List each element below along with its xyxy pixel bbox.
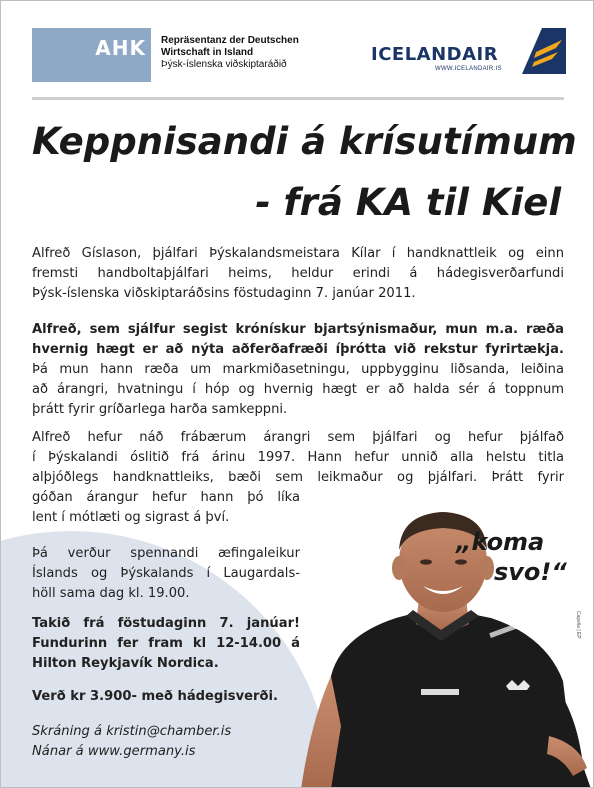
price-paragraph	[32, 687, 278, 707]
icelandair-name: ICELANDAIR	[371, 44, 499, 65]
date-line-2: Fundurinn fer fram kl 12-14.00 á	[32, 636, 300, 651]
achievements-line-3: alþjóðlegs handknattleiks, bæði sem leikmaður og þjálfari. Þrátt fyrir	[32, 470, 564, 485]
icelandair-logo	[371, 28, 566, 78]
intro-line-3: Þýsk-íslenska viðskiptaráðsins föstudaginn 7. janúar 2011.	[32, 286, 416, 301]
photo-credit: Capella | EP	[575, 611, 581, 639]
topics-paragraph	[32, 320, 564, 420]
registration-paragraph	[32, 722, 231, 762]
topics-line-5: þrátt fyrir gríðarlega harða samkeppni.	[32, 402, 288, 417]
registration-website[interactable]: Nánar á www.germany.is	[32, 744, 196, 759]
intro-line-2: fremsti handboltaþjálfari heims, heldur erindi á hádegisverðarfundi	[32, 266, 564, 281]
registration-email[interactable]: Skráning á kristin@chamber.is	[32, 724, 232, 739]
topics-line-4: að árangri, hvatningu í hóp og hvernig hægt er að halda sér á toppnum	[32, 382, 564, 397]
match-paragraph	[32, 544, 300, 604]
quote-line-2: svo!“	[494, 558, 567, 586]
topics-line-3: Þá mun hann ræða um markmiðasetningu, uppbygginu liðsanda, leiðina	[32, 362, 564, 377]
ahk-logo	[32, 28, 151, 82]
match-line-1: Þá verður spennandi æfingaleikur	[32, 546, 300, 561]
intro-paragraph	[32, 244, 564, 304]
page-title-line-1: Keppnisandi á krísutímum	[32, 120, 577, 163]
page-title-line-2: - frá KA til Kiel	[255, 181, 561, 224]
date-line-3: Hilton Reykjavík Nordica.	[32, 656, 219, 671]
match-line-3: höll sama dag kl. 19.00.	[32, 586, 190, 601]
quote	[456, 527, 567, 587]
ahk-logo-letters: AHK	[95, 36, 146, 60]
quote-line-1: „koma	[456, 528, 545, 556]
header-divider	[32, 97, 564, 100]
icelandair-emblem-icon	[512, 28, 566, 74]
topics-bold-line-1: Alfreð, sem sjálfur segist krónískur bjartsýnismaður, mun m.a. ræða	[32, 322, 564, 337]
achievements-line-5: lent í mótlæti og sigrast á því.	[32, 510, 230, 525]
intro-line-1: Alfreð Gíslason, þjálfari Þýskalandsmeistara Kílar í handknattleik og einn	[32, 246, 564, 261]
date-paragraph	[32, 614, 300, 674]
ahk-logo-text	[161, 35, 299, 71]
topics-bold-line-2: hvernig hægt er að nýta aðferðafræði íþrótta við rekstur fyrirtækja.	[32, 342, 564, 357]
achievements-line-4: góðan árangur hefur hann þó líka	[32, 490, 300, 505]
date-line-1: Takið frá föstudaginn 7. janúar!	[32, 616, 300, 631]
price-line: Verð kr 3.900- með hádegisverði.	[32, 689, 278, 704]
achievements-line-2: í Þýskalandi óslitið frá árinu 1997. Hann hefur unnið alla helstu titla	[32, 450, 564, 465]
icelandair-url: WWW.ICELANDAIR.IS	[435, 66, 502, 72]
ahk-line-3: Þýsk-íslenska viðskiptaráðið	[161, 59, 287, 70]
ahk-line-1: Repräsentanz der Deutschen	[161, 35, 299, 46]
achievements-line-1: Alfreð hefur náð frábærum árangri sem þjálfari og hefur þjálfað	[32, 430, 564, 445]
match-line-2: Íslands og Þýskalands í Laugardals-	[32, 566, 300, 581]
ahk-line-2: Wirtschaft in Island	[161, 47, 254, 58]
